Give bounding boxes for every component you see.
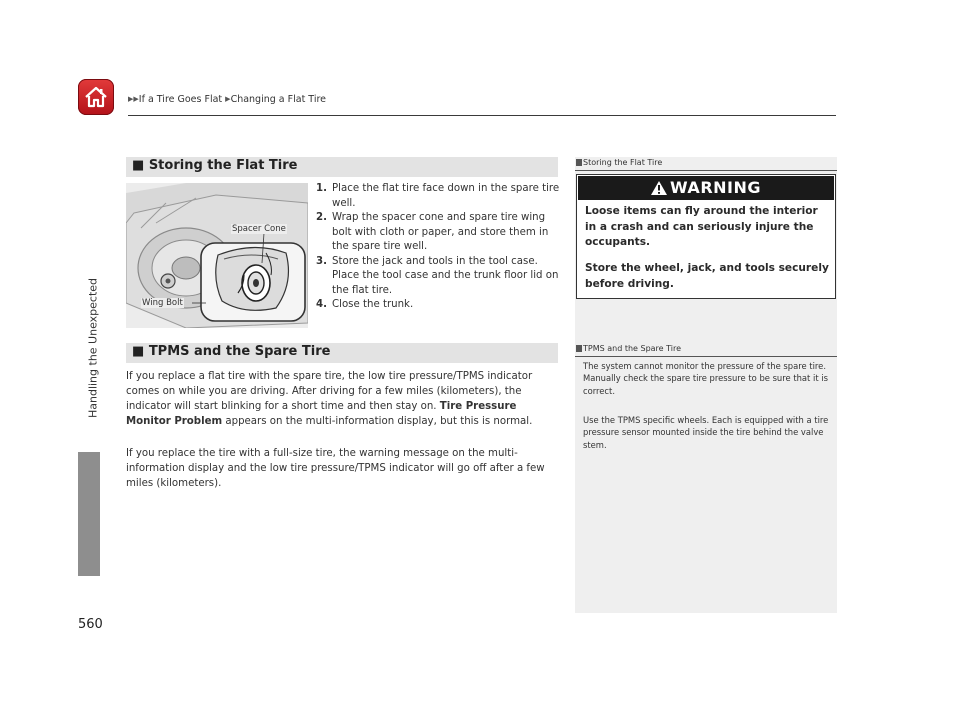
- note-divider: [575, 356, 837, 357]
- wing-bolt-label: Wing Bolt: [142, 298, 183, 308]
- tpms-paragraph-2: If you replace the tire with a full-size tire, the warning message on the multi-information display and the low tire pressure/TPMS indicator will go off after a few miles (kilometers).: [126, 448, 545, 489]
- note-marker-icon: [576, 345, 582, 352]
- warning-banner: WARNING: [578, 176, 834, 200]
- warning-text-1: Loose items can fly around the interior in a crash and can seriously injure the occupants.: [585, 205, 818, 248]
- warning-triangle-icon: [651, 181, 667, 195]
- note-divider: [575, 170, 837, 171]
- triangle-right-icon: ▶▶: [128, 95, 139, 103]
- list-item: 2. Wrap the spacer cone and spare tire wing bolt with cloth or paper, and store them in the spare tire well.: [316, 212, 549, 252]
- chapter-tab[interactable]: [78, 452, 100, 576]
- page-number: 560: [78, 617, 103, 632]
- home-button[interactable]: [78, 79, 114, 115]
- home-icon: [83, 84, 109, 110]
- message-name: Tire Pressure Monitor Problem: [126, 401, 517, 427]
- section-heading-tpms: ■ TPMS and the Spare Tire: [126, 343, 558, 363]
- warning-box: [576, 174, 836, 299]
- list-item: 3. Store the jack and tools in the tool case. Place the tool case and the trunk floor lid on the flat tire.: [316, 255, 559, 296]
- breadcrumb-item[interactable]: Changing a Flat Tire: [230, 94, 327, 105]
- spacer-cone-label: Spacer Cone: [232, 224, 286, 234]
- chapter-label: Handling the Unexpected: [86, 277, 100, 419]
- list-item: 1. Place the flat tire face down in the spare tire well.: [316, 183, 560, 209]
- warning-text-2: Store the wheel, jack, and tools securely before driving.: [585, 262, 829, 290]
- steps-list: [316, 182, 561, 313]
- note-heading-storing: Storing the Flat Tire: [576, 158, 662, 167]
- breadcrumb: [128, 94, 326, 105]
- note-text-2: Use the TPMS specific wheels. Each is equipped with a tire pressure sensor mounted inside the tire behind the valve stem.: [583, 415, 829, 450]
- section-heading-storing: ■ Storing the Flat Tire: [126, 157, 558, 177]
- breadcrumb-item[interactable]: If a Tire Goes Flat: [138, 94, 223, 105]
- note-marker-icon: [576, 159, 582, 166]
- note-text-1: The system cannot monitor the pressure of the spare tire. Manually check the spare tire pressure to be sure that it is correct.: [583, 361, 828, 396]
- header-divider: [128, 115, 836, 116]
- triangle-right-icon: ▶: [225, 95, 231, 103]
- list-item: 4. Close the trunk.: [316, 299, 414, 310]
- note-heading-tpms: TPMS and the Spare Tire: [576, 344, 681, 353]
- spare-tire-illustration: [126, 183, 308, 328]
- tpms-paragraph-1: If you replace a flat tire with the spare tire, the low tire pressure/TPMS indicator comes on while you are driving. After driving for a few miles (kilometers), the indicator will start blinking for a short time and then stay on. Tire Pressure Monitor Problem appears on the multi-information display, but this is normal.: [126, 371, 533, 427]
